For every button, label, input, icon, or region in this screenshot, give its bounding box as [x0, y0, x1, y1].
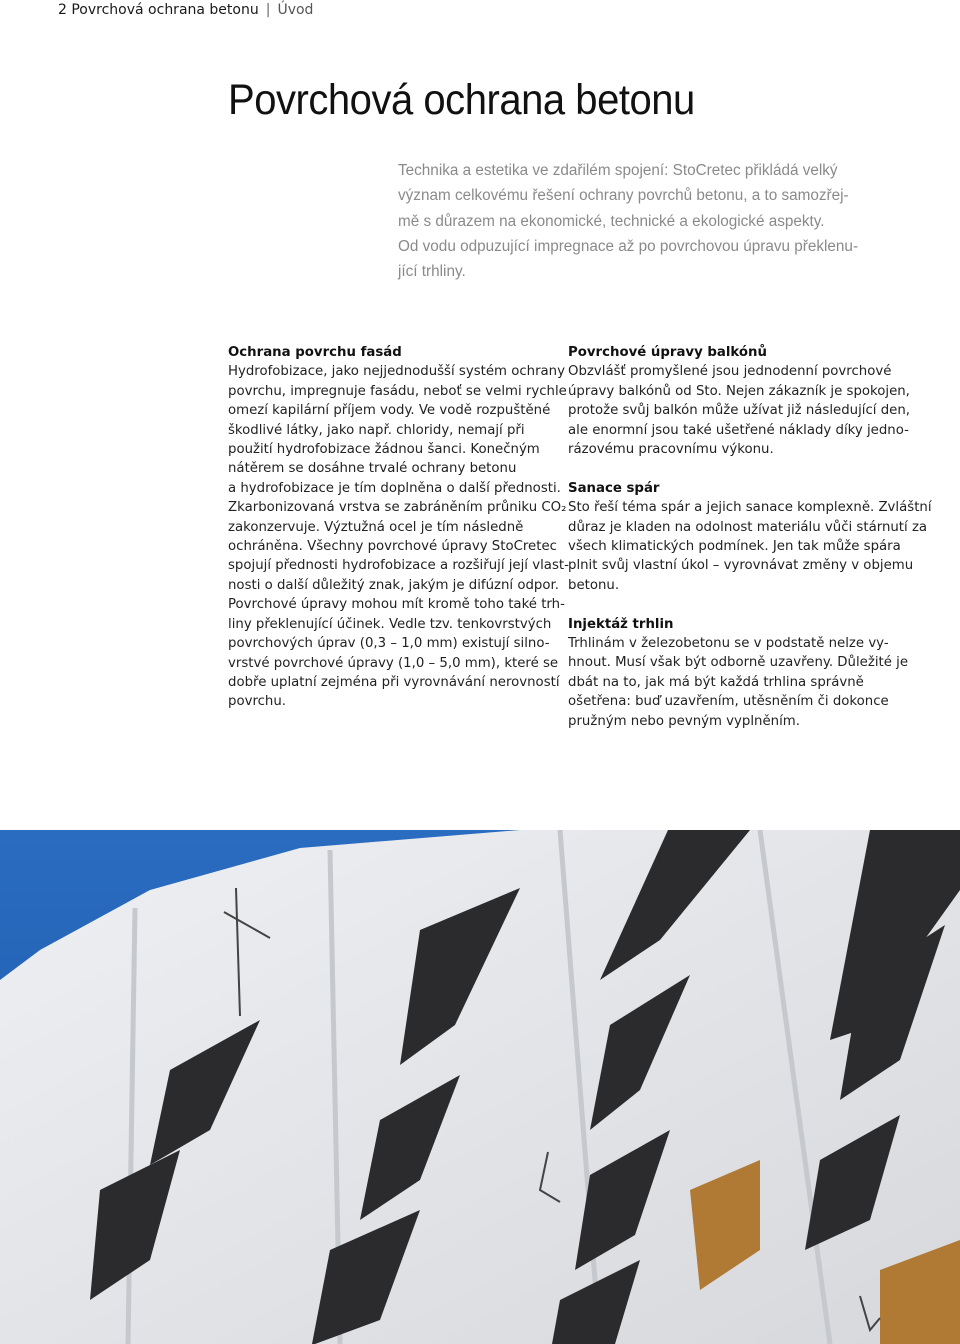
body-line: důraz je kladen na odolnost materiálu vůči stárnutí za — [568, 519, 928, 535]
intro-line: jící trhliny. — [398, 263, 466, 281]
body-line: plnit svůj vlastní úkol – vyrovnávat změny v objemu — [568, 558, 914, 574]
body-line: Trhlinám v železobetonu se v podstatě nelze vy- — [568, 636, 889, 652]
section-body-balconies — [568, 362, 908, 459]
body-line: spojují přednosti hydrofobizace a rozšiřují její vlast- — [228, 558, 569, 574]
body-line: a hydrofobizace je tím doplněna o další přednosti. — [228, 480, 561, 496]
section-body-facade — [228, 362, 569, 711]
body-line: nosti o další důležitý znak, jakým je difúzní odpor. — [228, 577, 559, 593]
body-line: povrchových úprav (0,3 – 1,0 mm) existují silno- — [228, 636, 550, 652]
body-line: betonu. — [568, 577, 620, 593]
body-line: omezí kapilární příjem vody. Ve vodě rozpuštěné — [228, 403, 551, 419]
body-line: ale enormní jsou také ušetřené náklady díky jedno- — [568, 422, 909, 438]
header-subsection: Úvod — [277, 2, 314, 18]
body-line: nátěrem se dosáhne trvalé ochrany betonu — [228, 461, 517, 477]
body-line: použití hydrofobizace žádnou šanci. Konečným — [228, 442, 540, 458]
body-line: ošetřena: buď uzavřením, utěsněním či dokonce — [568, 694, 889, 710]
facade-photo — [0, 830, 960, 1344]
section-heading-balconies: Povrchové úpravy balkónů — [568, 345, 767, 360]
page-title: Povrchová ochrana betonu — [228, 76, 695, 124]
body-line: pružným nebo pevným vyplněním. — [568, 713, 800, 729]
facade-photo-drawing — [0, 830, 960, 1344]
intro-line: Technika a estetika ve zdařilém spojení: StoCretec přikládá velký — [398, 162, 838, 179]
section-heading-crack-injection: Injektáž trhlin — [568, 616, 674, 632]
section-heading-joints: Sanace spár — [568, 480, 660, 496]
header-section: 2 Povrchová ochrana betonu — [58, 2, 259, 18]
body-line: dobře uplatní zejména při vyrovnávání nerovností — [228, 674, 560, 690]
body-line: povrchu. — [228, 694, 287, 710]
body-line: Hydrofobizace, jako nejjednodušší systém ochrany — [228, 364, 565, 380]
body-line: rázovému pracovnímu výkonu. — [568, 442, 774, 458]
body-line: protože svůj balkón může užívat již následující den, — [568, 403, 910, 419]
section-heading-facade: Ochrana povrchu fasád — [228, 345, 402, 360]
intro-paragraph — [398, 158, 878, 284]
body-line: dbát na to, jak má být každá trhlina správně — [568, 674, 864, 690]
body-line: Zkarbonizovaná vrstva se zabráněním průniku CO₂ — [228, 500, 567, 516]
body-line: povrchu, impregnuje fasádu, neboť se velmi rychle — [228, 383, 567, 399]
body-line: vrstvé povrchové úpravy (1,0 – 5,0 mm), které se — [228, 655, 559, 671]
body-line: liny překlenující účinek. Vedle tzv. tenkovrstvých — [228, 616, 552, 632]
section-body-crack-injection — [568, 634, 908, 731]
section-body-joints — [568, 498, 932, 595]
header-separator: | — [265, 2, 271, 18]
body-line: ochráněna. Všechny povrchové úpravy StoCretec — [228, 539, 557, 555]
body-line: Sto řeší téma spár a jejich sanace komplexně. Zvláštní — [568, 500, 932, 516]
intro-line: Od vodu odpuzující impregnace až po povrchovou úpravu překlenu- — [398, 237, 859, 255]
section-joints — [568, 479, 932, 595]
intro-line: význam celkovému řešení ochrany povrchů betonu, a to samozřej- — [398, 187, 849, 205]
intro-line: mě s důrazem na ekonomické, technické a ekologické aspekty. — [398, 212, 825, 230]
right-column — [568, 343, 932, 731]
body-line: Povrchové úpravy mohou mít kromě toho také trh- — [228, 597, 565, 613]
section-crack-injection — [568, 615, 908, 731]
body-line: Obzvlášť promyšlené jsou jednodenní povrchové — [568, 364, 892, 380]
body-line: škodlivé látky, jako např. chloridy, nemají při — [228, 422, 525, 438]
section-balconies — [568, 343, 908, 459]
left-column — [228, 343, 569, 712]
body-line: hnout. Musí však být odborně uzavřeny. Důležité je — [568, 655, 909, 671]
body-line: zakonzervuje. Výztužná ocel je tím následně — [228, 519, 524, 535]
body-line: všech klimatických podmínek. Jen tak může spára — [568, 539, 901, 555]
running-header — [58, 0, 313, 20]
body-line: úpravy balkónů od Sto. Nejen zákazník je spokojen, — [568, 383, 910, 399]
